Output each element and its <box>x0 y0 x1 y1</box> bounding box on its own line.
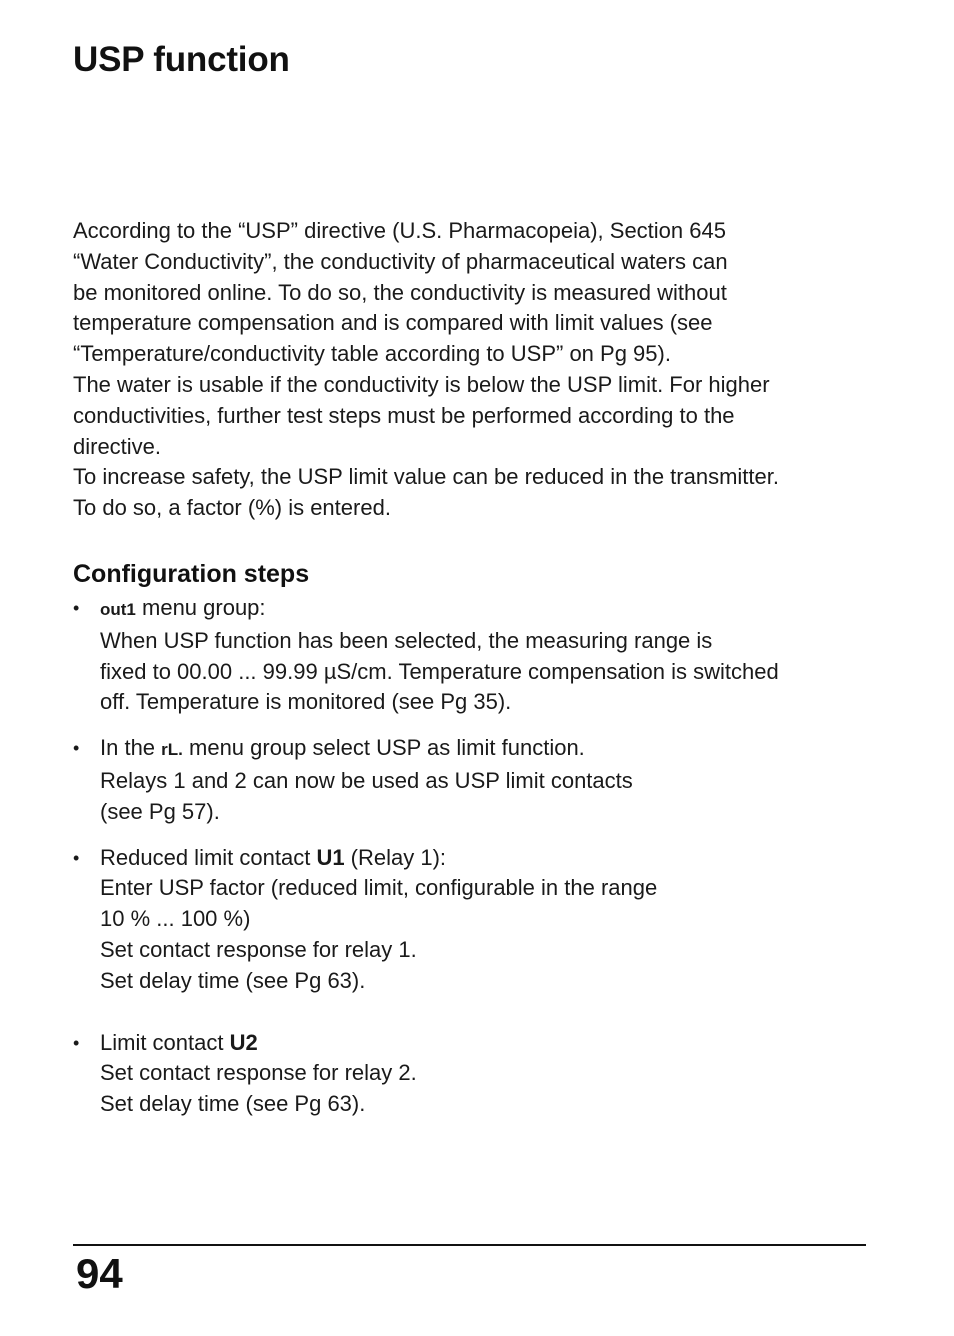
step-line: Set delay time (see Pg 63). <box>100 967 366 993</box>
bullet-icon: • <box>73 738 80 759</box>
footer-divider <box>73 1244 866 1246</box>
step-line: 10 % ... 100 %) <box>100 906 251 932</box>
step-u1 <box>73 843 863 997</box>
intro-line: To increase safety, the USP limit value can be reduced in the transmitter. <box>73 464 779 490</box>
step-heading-line <box>100 843 863 874</box>
step-line: Set contact response for relay 2. <box>100 1060 417 1086</box>
step-heading-text: (Relay 1): <box>344 844 447 870</box>
intro-line: According to the “USP” directive (U.S. Pharmacopeia), Section 645 <box>73 218 726 243</box>
step-heading-line <box>100 593 863 626</box>
intro-paragraph <box>73 216 863 524</box>
step-rl <box>73 733 863 827</box>
step-line: When USP function has been selected, the measuring range is <box>100 627 713 653</box>
step-prefix: Reduced limit contact <box>100 844 317 870</box>
menu-code: rL. <box>161 740 183 760</box>
step-line: Set contact response for relay 1. <box>100 936 417 962</box>
step-line: Relays 1 and 2 can now be used as USP limit contacts <box>100 767 633 793</box>
contact-code: U1 <box>316 844 345 870</box>
bullet-icon: • <box>73 598 80 618</box>
step-out1 <box>73 593 863 718</box>
bullet-icon: • <box>73 1032 80 1053</box>
intro-line: conductivities, further test steps must be performed according to the <box>73 402 735 428</box>
page-number: 94 <box>76 1250 123 1297</box>
intro-line: “Temperature/conductivity table according to USP” on Pg 95). <box>73 341 671 367</box>
step-heading-text: menu group select USP as limit function. <box>182 735 585 761</box>
step-line: Enter USP factor (reduced limit, configurable in the range <box>100 875 658 901</box>
configuration-steps-list <box>73 593 863 1120</box>
step-u2 <box>73 1028 863 1120</box>
intro-line: directive. <box>73 433 162 459</box>
contact-code: U2 <box>229 1029 258 1055</box>
step-heading-line <box>100 1028 863 1059</box>
step-prefix: Limit contact <box>100 1029 230 1055</box>
configuration-steps-heading: Configuration steps <box>73 560 310 588</box>
step-line: Set delay time (see Pg 63). <box>100 1091 366 1117</box>
intro-line: The water is usable if the conductivity is below the USP limit. For higher <box>73 371 770 397</box>
intro-line: “Water Conductivity”, the conductivity of pharmaceutical waters can <box>73 248 728 274</box>
step-line: fixed to 00.00 ... 99.99 µS/cm. Temperature compensation is switched <box>100 658 779 684</box>
menu-code: out1 <box>100 600 136 619</box>
intro-line: temperature compensation and is compared with limit values (see <box>73 310 713 336</box>
step-heading-text: menu group: <box>135 595 266 620</box>
intro-line: be monitored online. To do so, the conductivity is measured without <box>73 279 727 305</box>
intro-line: To do so, a factor (%) is entered. <box>73 495 391 521</box>
step-line: off. Temperature is monitored (see Pg 35). <box>100 689 512 715</box>
bullet-icon: • <box>73 847 80 868</box>
step-line: (see Pg 57). <box>100 798 220 824</box>
step-heading-line <box>100 733 863 766</box>
step-prefix: In the <box>100 735 162 761</box>
page-title: USP function <box>73 40 290 79</box>
